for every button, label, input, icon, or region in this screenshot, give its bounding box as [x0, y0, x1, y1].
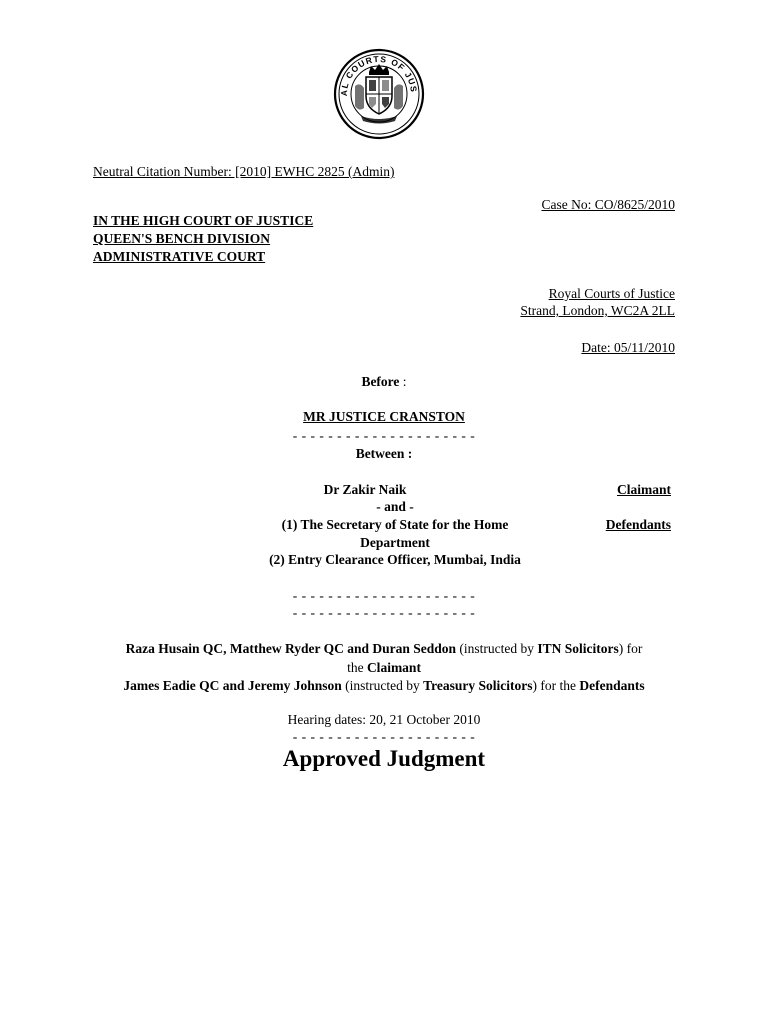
defendant-1-line-1: (1) The Secretary of State for the Home — [281, 517, 509, 532]
address-line-1: Royal Courts of Justice — [548, 286, 675, 301]
separator-2: - - - - - - - - - - - - - - - - - - - - - — [292, 588, 476, 603]
address-line-2: Strand, London, WC2A 2LL — [520, 303, 675, 318]
defendant-solicitors: Treasury Solicitors — [423, 678, 533, 693]
defendant-counsel — [80, 676, 688, 695]
judge-name: MR JUSTICE CRANSTON — [303, 409, 465, 424]
separator-3: - - - - - - - - - - - - - - - - - - - - - — [292, 605, 476, 620]
court-line-2: QUEEN'S BENCH DIVISION — [93, 231, 271, 246]
claimant-the: the — [347, 660, 367, 675]
claimant-role: Claimant — [617, 482, 671, 497]
claimant-instructed-post: ) for — [618, 641, 643, 656]
defendant-1-line-2: Department — [360, 535, 430, 550]
defendant-counsel-names: James Eadie QC and Jeremy Johnson — [123, 678, 342, 693]
defendant-party: Defendants — [579, 678, 645, 693]
court-line-3: ADMINISTRATIVE COURT — [93, 249, 266, 264]
defendants-role: Defendants — [605, 517, 671, 532]
claimant-instructed-pre: (instructed by — [456, 641, 538, 656]
claimant-counsel — [80, 639, 688, 677]
before-colon: : — [399, 374, 407, 389]
separator-4: - - - - - - - - - - - - - - - - - - - - - — [292, 729, 476, 744]
before-line — [0, 374, 768, 390]
claimant-counsel-names: Raza Husain QC, Matthew Ryder QC and Duran Seddon — [125, 641, 457, 656]
hearing-dates: Hearing dates: 20, 21 October 2010 — [287, 712, 481, 727]
seal-text: AL COURTS OF JUS — [338, 53, 420, 97]
between-label: Between : — [355, 446, 413, 461]
neutral-citation: Neutral Citation Number: [2010] EWHC 2825 (Admin) — [93, 164, 395, 179]
royal-courts-seal-icon — [333, 42, 425, 146]
defendant-instructed-post: ) for the — [532, 678, 580, 693]
court-line-1: IN THE HIGH COURT OF JUSTICE — [93, 213, 314, 228]
separator-1: - - - - - - - - - - - - - - - - - - - - - — [292, 428, 476, 443]
document-title: Approved Judgment — [282, 746, 486, 771]
claimant-name: Dr Zakir Naik — [323, 482, 407, 497]
before-label: Before — [361, 374, 400, 389]
defendant-2: (2) Entry Clearance Officer, Mumbai, India — [269, 552, 521, 567]
judgment-date: Date: 05/11/2010 — [581, 340, 675, 355]
claimant-solicitors: ITN Solicitors — [537, 641, 619, 656]
claimant-party: Claimant — [366, 660, 421, 675]
case-number: Case No: CO/8625/2010 — [541, 197, 675, 212]
defendant-instructed-pre: (instructed by — [341, 678, 424, 693]
and-separator: - and - — [376, 499, 414, 514]
